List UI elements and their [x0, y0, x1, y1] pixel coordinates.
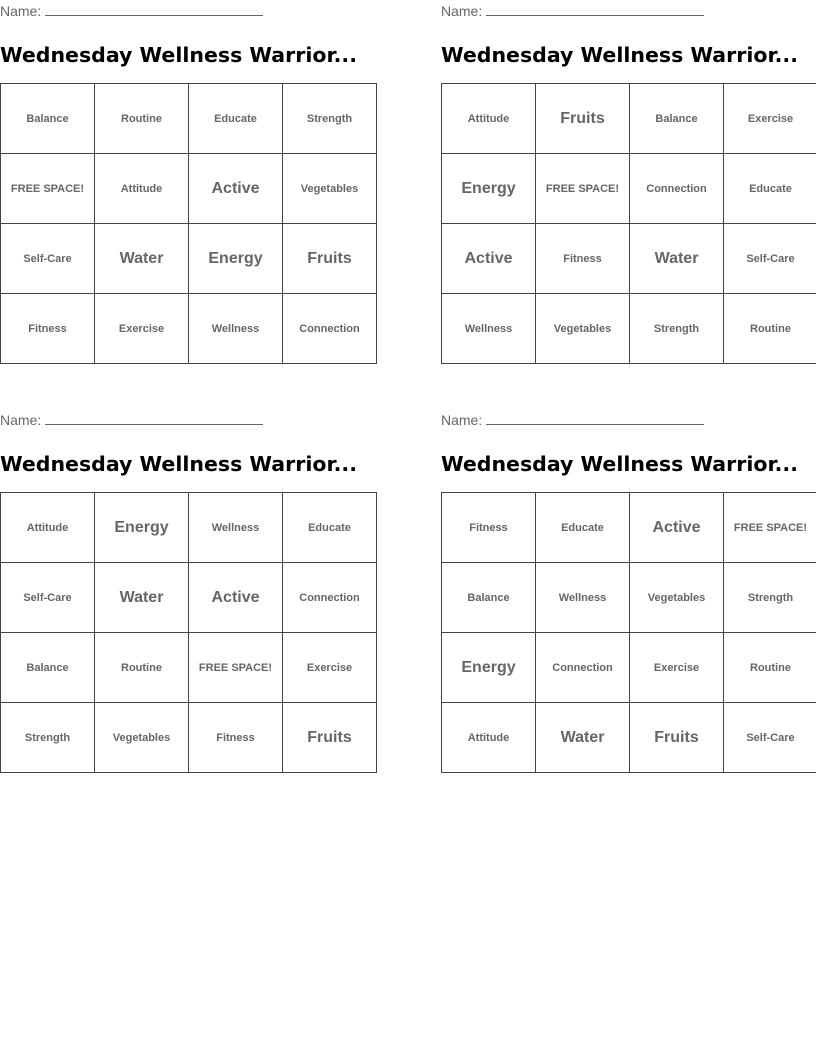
name-line — [441, 2, 816, 20]
name-blank — [486, 2, 704, 16]
bingo-cell: Wellness — [189, 493, 283, 563]
bingo-row — [1, 703, 377, 773]
bingo-row — [1, 493, 377, 563]
bingo-cell: Energy — [95, 493, 189, 563]
name-line — [0, 2, 375, 20]
bingo-grid — [0, 492, 377, 773]
bingo-cell: FREE SPACE! — [536, 154, 630, 224]
bingo-cell: Connection — [536, 633, 630, 703]
bingo-cell: Self-Care — [1, 563, 95, 633]
name-label: Name: — [0, 412, 42, 428]
card-title: Wednesday Wellness Warrior... — [0, 43, 358, 67]
bingo-grid — [441, 83, 816, 364]
bingo-cell: Active — [189, 154, 283, 224]
name-label: Name: — [0, 3, 42, 19]
bingo-cell: Attitude — [1, 493, 95, 563]
bingo-cell: Educate — [724, 154, 816, 224]
bingo-cell: Fitness — [189, 703, 283, 773]
name-label: Name: — [441, 3, 483, 19]
bingo-cell: Water — [536, 703, 630, 773]
bingo-cell: Attitude — [442, 84, 536, 154]
bingo-cell: Active — [442, 224, 536, 294]
bingo-cell: Connection — [630, 154, 724, 224]
bingo-cell: Educate — [536, 493, 630, 563]
bingo-cell: Exercise — [630, 633, 724, 703]
name-blank — [45, 411, 263, 425]
bingo-cell: Vegetables — [630, 563, 724, 633]
bingo-cell: Energy — [189, 224, 283, 294]
card-title: Wednesday Wellness Warrior... — [441, 452, 799, 476]
bingo-cell: Self-Care — [724, 224, 816, 294]
bingo-cell: Wellness — [442, 294, 536, 364]
bingo-cell: FREE SPACE! — [189, 633, 283, 703]
bingo-cell: Exercise — [283, 633, 377, 703]
name-line — [441, 411, 816, 429]
bingo-cell: Fruits — [536, 84, 630, 154]
bingo-cell: Balance — [630, 84, 724, 154]
bingo-cell: FREE SPACE! — [724, 493, 816, 563]
bingo-cell: Vegetables — [536, 294, 630, 364]
bingo-row — [442, 294, 816, 364]
card-title: Wednesday Wellness Warrior... — [0, 452, 358, 476]
bingo-cell: Strength — [630, 294, 724, 364]
bingo-row — [442, 563, 816, 633]
bingo-cell: FREE SPACE! — [1, 154, 95, 224]
bingo-cell: Attitude — [442, 703, 536, 773]
bingo-cell: Connection — [283, 294, 377, 364]
bingo-cell: Fruits — [283, 703, 377, 773]
bingo-row — [1, 563, 377, 633]
bingo-cell: Energy — [442, 154, 536, 224]
bingo-card — [441, 2, 816, 335]
name-blank — [45, 2, 263, 16]
bingo-cell: Balance — [1, 84, 95, 154]
bingo-row — [442, 154, 816, 224]
bingo-cell: Balance — [1, 633, 95, 703]
bingo-row — [442, 84, 816, 154]
bingo-cell: Water — [95, 563, 189, 633]
bingo-row — [1, 154, 377, 224]
bingo-cell: Balance — [442, 563, 536, 633]
bingo-cell: Routine — [724, 294, 816, 364]
bingo-card — [441, 411, 816, 746]
bingo-cell: Fruits — [283, 224, 377, 294]
bingo-row — [1, 294, 377, 364]
bingo-cell: Vegetables — [95, 703, 189, 773]
card-title: Wednesday Wellness Warrior... — [441, 43, 799, 67]
bingo-cell: Educate — [189, 84, 283, 154]
bingo-cell: Strength — [283, 84, 377, 154]
bingo-cell: Educate — [283, 493, 377, 563]
bingo-cell: Routine — [95, 84, 189, 154]
bingo-cell: Fitness — [1, 294, 95, 364]
bingo-cell: Exercise — [724, 84, 816, 154]
bingo-card — [0, 2, 375, 335]
name-line — [0, 411, 375, 429]
bingo-cell: Self-Care — [724, 703, 816, 773]
bingo-cell: Wellness — [189, 294, 283, 364]
bingo-cell: Attitude — [95, 154, 189, 224]
bingo-row — [1, 84, 377, 154]
bingo-grid — [0, 83, 377, 364]
bingo-cell: Strength — [1, 703, 95, 773]
bingo-cell: Exercise — [95, 294, 189, 364]
bingo-cell: Routine — [95, 633, 189, 703]
bingo-cell: Active — [630, 493, 724, 563]
bingo-cell: Energy — [442, 633, 536, 703]
bingo-cell: Water — [95, 224, 189, 294]
bingo-row — [1, 633, 377, 703]
bingo-row — [442, 703, 816, 773]
bingo-row — [442, 493, 816, 563]
name-label: Name: — [441, 412, 483, 428]
bingo-cell: Fitness — [536, 224, 630, 294]
bingo-row — [442, 224, 816, 294]
bingo-cell: Routine — [724, 633, 816, 703]
name-blank — [486, 411, 704, 425]
bingo-cell: Strength — [724, 563, 816, 633]
bingo-cell: Fruits — [630, 703, 724, 773]
bingo-cell: Vegetables — [283, 154, 377, 224]
bingo-grid — [441, 492, 816, 773]
bingo-cell: Water — [630, 224, 724, 294]
bingo-cell: Fitness — [442, 493, 536, 563]
bingo-row — [1, 224, 377, 294]
bingo-row — [442, 633, 816, 703]
bingo-card — [0, 411, 375, 746]
bingo-cell: Active — [189, 563, 283, 633]
bingo-cell: Self-Care — [1, 224, 95, 294]
bingo-cell: Connection — [283, 563, 377, 633]
bingo-cell: Wellness — [536, 563, 630, 633]
